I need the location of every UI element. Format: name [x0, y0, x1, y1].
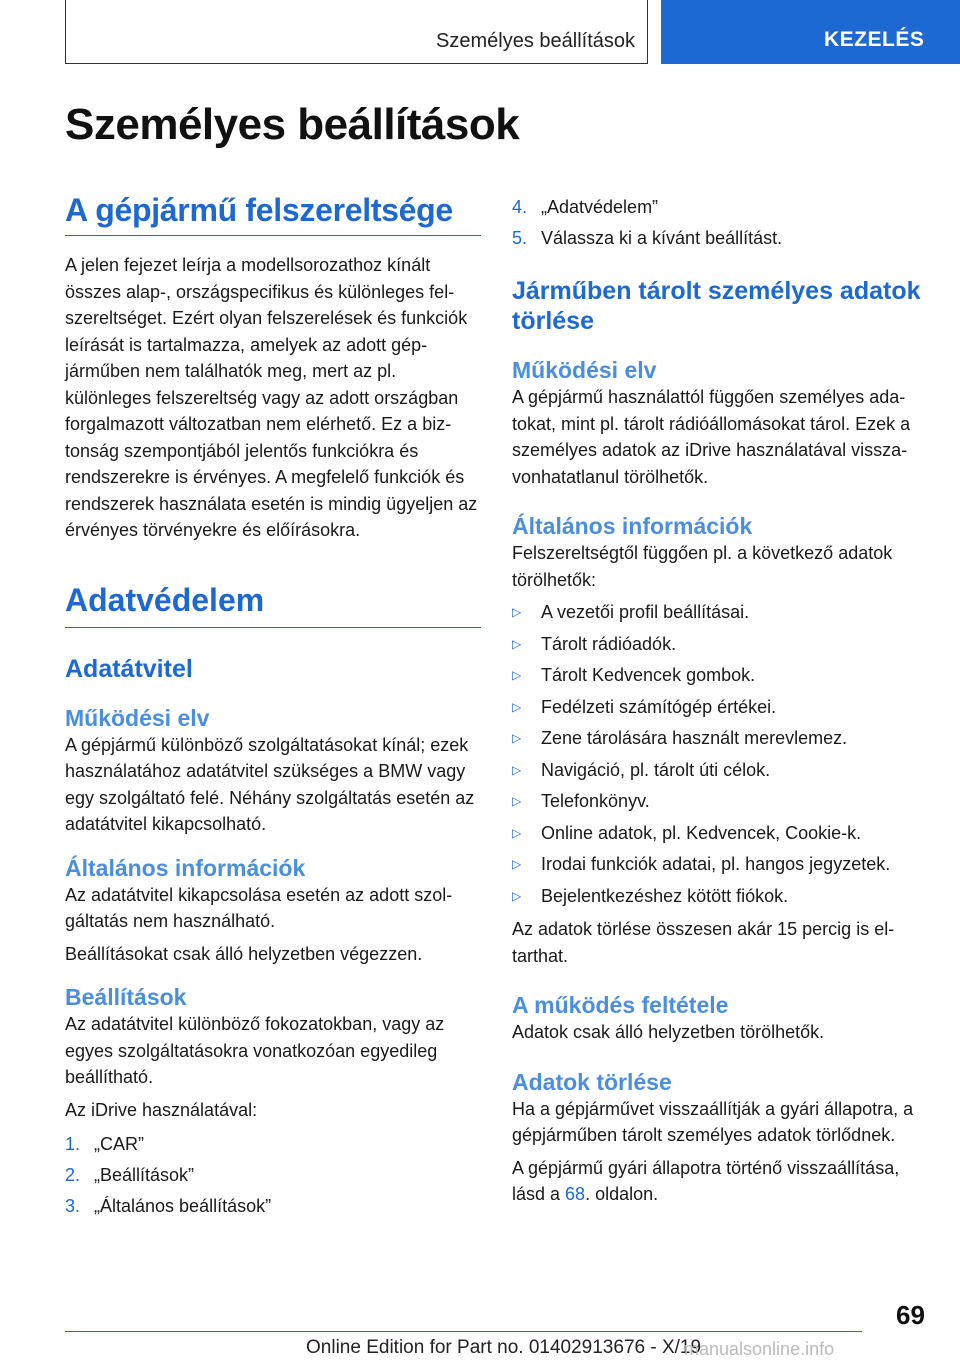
- heading-beallitasok: Beállítások: [65, 984, 187, 1010]
- step-number: 5.: [512, 228, 528, 248]
- list-item-text: Tárolt Kedvencek gombok.: [541, 665, 756, 685]
- heading-adatvedelem: Adatvédelem: [65, 582, 481, 628]
- right-column: [512, 192, 928, 1208]
- step-text: „Adatvédelem”: [541, 197, 659, 217]
- triangle-bullet-icon: ▷: [512, 794, 522, 808]
- step-text: „Beállítások”: [94, 1165, 195, 1185]
- left-column: [65, 192, 481, 1222]
- heading-altalanos: Általános információk: [65, 854, 306, 881]
- list-item: [65, 1191, 481, 1222]
- triangle-bullet-icon: ▷: [512, 888, 522, 903]
- list-item-text: Online adatok, pl. Kedvencek, Cookie-k.: [541, 822, 862, 843]
- list-item: [512, 881, 928, 913]
- list-item: [512, 629, 928, 661]
- list-item-text: Telefonkönyv.: [541, 791, 650, 811]
- list-item: [512, 786, 928, 818]
- paragraph-mukodesi-elv: A gépjármű különböző szolgáltatásokat kínál; ezek használatához adatátvitel szükséges a BMW vagy egy szolgáltató felé. Néhány szolgáltatás esetén az adatátvitel kikapcsolható.: [65, 734, 475, 834]
- step-number: 3.: [65, 1196, 81, 1216]
- watermark: manualsonline.info: [684, 1339, 835, 1359]
- paragraph-altalanos-2: Beállításokat csak álló helyzetben végezzen.: [65, 943, 423, 964]
- paragraph-mukodesi-elv-right: A gépjármű használattól függően személyes adatokat, mint pl. tárolt rádióállomásokat tárol. Ezek a személyes adatok az iDrive használatával visszavonhatatlanul törölhetők.: [512, 387, 911, 487]
- step-number: 1.: [65, 1134, 81, 1154]
- header-section-box: [65, 0, 648, 64]
- list-item-text: Tárolt rádióadók.: [541, 633, 677, 654]
- header-chapter-tab[interactable]: [661, 0, 960, 64]
- paragraph-felszereltseg: A jelen fejezet leírja a modellsorozathoz kínált összes alap-, országspecifikus és különleges felszereltséget. Ezért olyan felszerelések és funkciók leírását is tartalmazza, amelyek az adott gépjárműben nem találhatók meg, mert az pl. különleges felszereltség vagy az adott országban forgalmazott változatban nem elérhető. Ez a biztonság szempontjából jelentős funkciókra és rendszerekre is érvényes. A megfelelő funkciók és rendszerek használata esetén is mindig ügyeljen az érvényes törvényekre és előírásokra.: [65, 255, 478, 540]
- step-number: 2.: [65, 1165, 81, 1185]
- list-item: [512, 849, 928, 881]
- page-title: Személyes beállítások: [65, 100, 520, 149]
- heading-adatok-torlese-jarmu: Járműben tárolt személyes adatok törlése: [512, 277, 921, 335]
- triangle-bullet-icon: ▷: [512, 668, 522, 682]
- list-item-text: Navigáció, pl. tárolt úti célok.: [541, 759, 771, 780]
- list-item-text: A vezetői profil beállításai.: [541, 602, 750, 622]
- triangle-bullet-icon: ▷: [512, 699, 522, 714]
- steps-list-right: [512, 192, 928, 254]
- paragraph-torlese-2-text-b: . oldalon.: [585, 1184, 659, 1204]
- heading-mukodes-feltetele: A működés feltétele: [512, 992, 729, 1018]
- paragraph-beallitasok-2: Az iDrive használatával:: [65, 1099, 258, 1120]
- list-item: [512, 597, 928, 629]
- paragraph-idotartam: Az adatok törlése összesen akár 15 percig is eltarthat.: [512, 919, 895, 966]
- triangle-bullet-icon: ▷: [512, 825, 522, 840]
- heading-altalanos-right: Általános információk: [512, 513, 753, 539]
- heading-mukodesi-elv: Működési elv: [65, 704, 210, 731]
- paragraph-feltetel: Adatok csak álló helyzetben törölhetők.: [512, 1022, 825, 1042]
- triangle-bullet-icon: ▷: [512, 762, 522, 777]
- paragraph-altalanos-right: Felszereltségtől függően pl. a következő adatok törölhetők:: [512, 543, 893, 590]
- triangle-bullet-icon: ▷: [512, 636, 522, 651]
- heading-adatok-torlese: Adatok törlése: [512, 1068, 672, 1095]
- page-reference-link[interactable]: 68: [565, 1184, 586, 1204]
- list-item: [512, 660, 928, 692]
- paragraph-torlese-2-text-a: A gépjármű gyári állapotra történő visszaállítása, lásd a: [512, 1157, 900, 1204]
- list-item: [512, 223, 928, 254]
- paragraph-torlese-2: [512, 1155, 928, 1208]
- paragraph-torlese-1: Ha a gépjárművet visszaállítják a gyári állapotra, a gépjárműben tárolt személyes adatok törlődnek.: [512, 1098, 914, 1145]
- list-item: [512, 192, 928, 223]
- paragraph-altalanos-1: Az adatátvitel kikapcsolása esetén az adott szolgáltatás nem használható.: [65, 884, 453, 931]
- page-number: 69: [896, 1300, 925, 1330]
- header-chapter-label: KEZELÉS: [824, 28, 925, 51]
- heading-mukodesi-elv-right: Működési elv: [512, 357, 657, 383]
- list-item-text: Bejelentkezéshez kötött fiókok.: [541, 885, 789, 906]
- triangle-bullet-icon: ▷: [512, 857, 522, 871]
- heading-adatatvitel: Adatátvitel: [65, 654, 193, 683]
- triangle-bullet-icon: ▷: [512, 731, 522, 745]
- steps-list-left: [65, 1129, 481, 1222]
- header-section-title: Személyes beállítások: [436, 30, 635, 52]
- list-item: [512, 818, 928, 850]
- step-text: Válassza ki a kívánt beállítást.: [541, 228, 783, 248]
- list-item: [512, 723, 928, 755]
- step-number: 4.: [512, 197, 528, 217]
- paragraph-beallitasok-1: Az adatátvitel különböző fokozatokban, vagy az egyes szolgáltatásokra vonatkozóan egyedileg beállítható.: [65, 1014, 445, 1087]
- list-item-text: Irodai funkciók adatai, pl. hangos jegyzetek.: [541, 854, 891, 874]
- list-item-text: Zene tárolására használt merevlemez.: [541, 728, 848, 748]
- list-item: [512, 755, 928, 787]
- list-item: [65, 1129, 481, 1160]
- deletable-data-list: [512, 597, 928, 912]
- list-item-text: Fedélzeti számítógép értékei.: [541, 696, 777, 717]
- step-text: „Általános beállítások”: [94, 1196, 272, 1216]
- step-text: „CAR”: [94, 1134, 144, 1154]
- triangle-bullet-icon: ▷: [512, 605, 522, 619]
- heading-felszereltseg: A gépjármű felszereltsége: [65, 192, 481, 236]
- list-item: [65, 1160, 481, 1191]
- list-item: [512, 692, 928, 724]
- footer-divider: [65, 1331, 862, 1332]
- footer-edition: Online Edition for Part no. 01402913676 - X/19: [306, 1337, 702, 1358]
